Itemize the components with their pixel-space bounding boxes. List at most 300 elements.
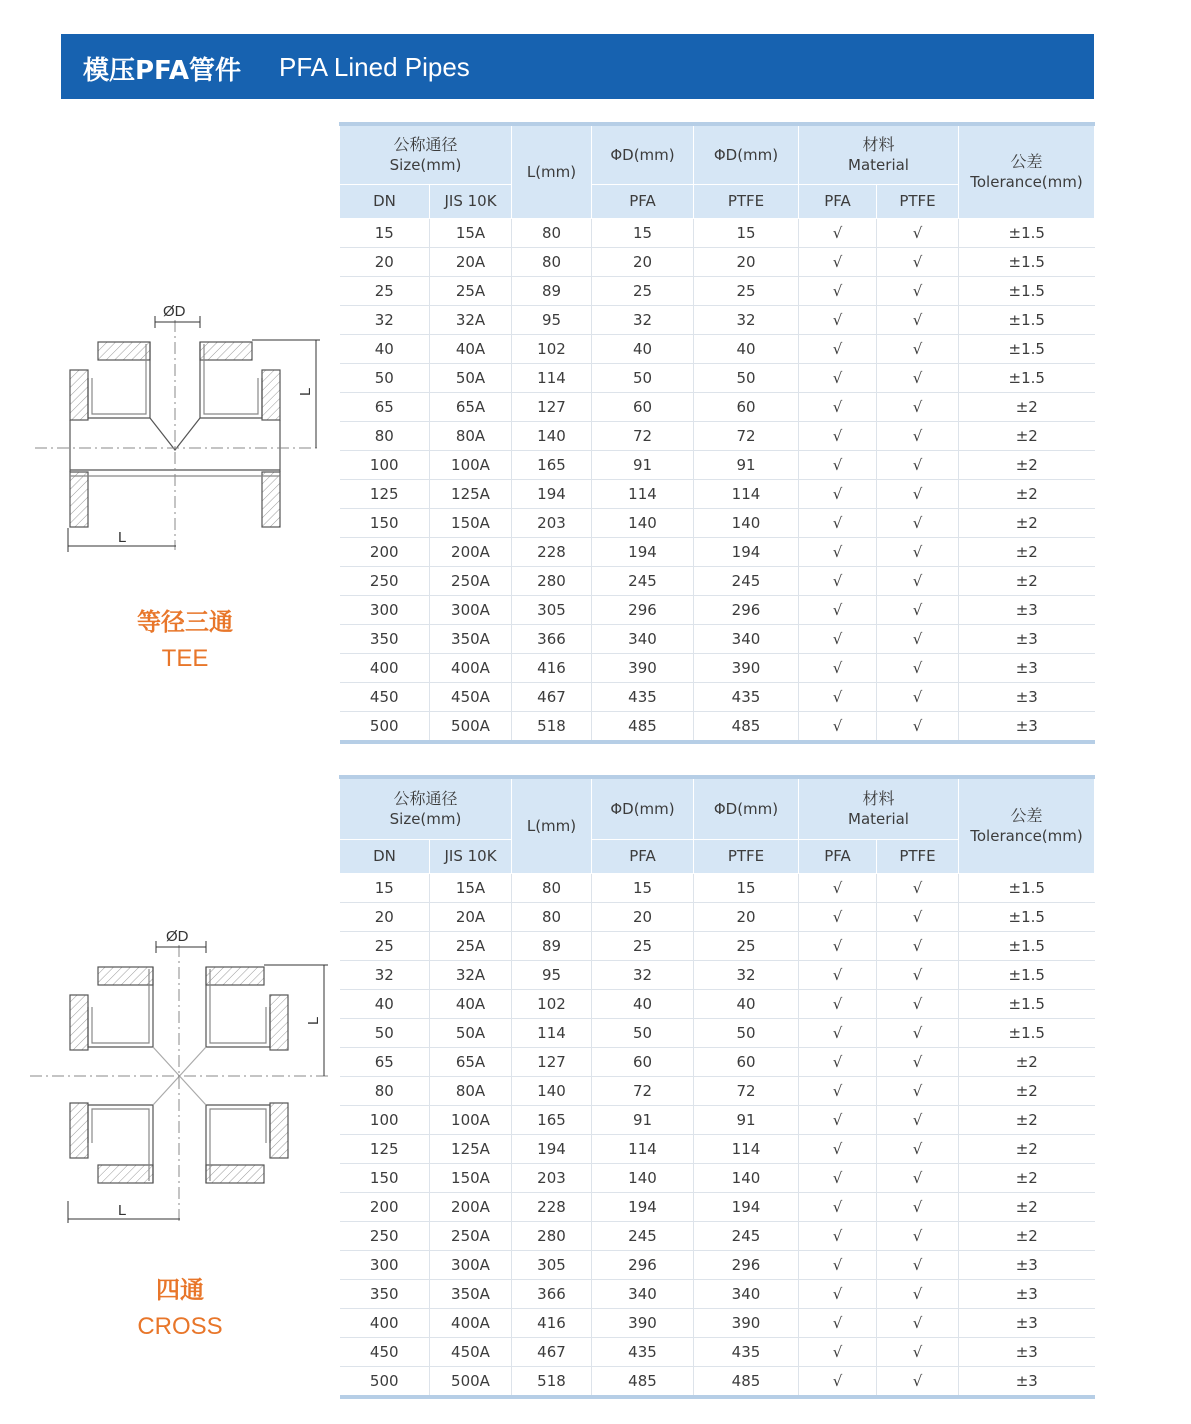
d-ptfe-cell: 296: [694, 1250, 799, 1279]
mat-ptfe-cell: √: [877, 1047, 959, 1076]
l-cell: 194: [512, 1134, 592, 1163]
jis-cell: 80A: [430, 1076, 512, 1105]
table-row: [340, 1134, 1095, 1163]
d-ptfe-cell: 390: [694, 1308, 799, 1337]
mat-pfa-cell: √: [799, 989, 877, 1018]
jis-cell: 300A: [430, 1250, 512, 1279]
dn-cell: 150: [340, 508, 430, 537]
cross-spec-table: [339, 775, 1095, 1399]
tolerance-cell: ±2: [959, 392, 1095, 421]
d-pfa-cell: 25: [592, 931, 694, 960]
d-ptfe-cell: 60: [694, 1047, 799, 1076]
ptfe-subheader: PTFE: [694, 839, 799, 873]
tee-length-label-h: L: [118, 529, 127, 546]
d-pfa-cell: 32: [592, 960, 694, 989]
d-ptfe-cell: 50: [694, 1018, 799, 1047]
table-row: [340, 1221, 1095, 1250]
tolerance-cell: ±2: [959, 421, 1095, 450]
l-cell: 228: [512, 537, 592, 566]
d-pfa-cell: 72: [592, 421, 694, 450]
mat-pfa-cell: √: [799, 1192, 877, 1221]
l-cell: 89: [512, 931, 592, 960]
mat-pfa-cell: √: [799, 711, 877, 742]
d-ptfe-cell: 25: [694, 276, 799, 305]
mat-ptfe-cell: √: [877, 1337, 959, 1366]
table-row: [340, 711, 1095, 742]
tolerance-cell: ±1.5: [959, 873, 1095, 902]
tolerance-cell: ±2: [959, 1134, 1095, 1163]
d-pfa-cell: 60: [592, 392, 694, 421]
mat-pfa-cell: √: [799, 1308, 877, 1337]
jis-cell: 50A: [430, 1018, 512, 1047]
tolerance-cell: ±1.5: [959, 1018, 1095, 1047]
table-row: [340, 873, 1095, 902]
d-ptfe-cell: 390: [694, 653, 799, 682]
mat-ptfe-cell: √: [877, 1308, 959, 1337]
jis-cell: 20A: [430, 902, 512, 931]
d-pfa-cell: 15: [592, 873, 694, 902]
mat-pfa-cell: √: [799, 247, 877, 276]
dn-cell: 500: [340, 711, 430, 742]
pfa-subheader: PFA: [592, 184, 694, 218]
d-pfa-cell: 140: [592, 508, 694, 537]
jis-cell: 400A: [430, 1308, 512, 1337]
jis-cell: 32A: [430, 960, 512, 989]
l-cell: 102: [512, 989, 592, 1018]
l-cell: 280: [512, 566, 592, 595]
d-ptfe-cell: 245: [694, 566, 799, 595]
mat-pfa-cell: √: [799, 1221, 877, 1250]
jis-cell: 350A: [430, 1279, 512, 1308]
mat-pfa-subheader: PFA: [799, 184, 877, 218]
dn-cell: 250: [340, 566, 430, 595]
l-cell: 305: [512, 1250, 592, 1279]
table-row: [340, 363, 1095, 392]
material-header: 材料 Material: [799, 777, 959, 839]
tolerance-cell: ±1.5: [959, 276, 1095, 305]
d-pfa-cell: 245: [592, 566, 694, 595]
d-ptfe-cell: 72: [694, 421, 799, 450]
mat-pfa-cell: √: [799, 218, 877, 247]
mat-pfa-cell: √: [799, 421, 877, 450]
table-row: [340, 960, 1095, 989]
d-pfa-cell: 194: [592, 1192, 694, 1221]
dn-cell: 100: [340, 450, 430, 479]
d-pfa-cell: 91: [592, 450, 694, 479]
l-cell: 80: [512, 873, 592, 902]
l-cell: 416: [512, 653, 592, 682]
dn-cell: 350: [340, 624, 430, 653]
mat-pfa-cell: √: [799, 1105, 877, 1134]
mat-ptfe-cell: √: [877, 1105, 959, 1134]
mat-pfa-cell: √: [799, 537, 877, 566]
tolerance-cell: ±2: [959, 1163, 1095, 1192]
tolerance-cell: ±2: [959, 479, 1095, 508]
table-row: [340, 421, 1095, 450]
tolerance-cell: ±3: [959, 682, 1095, 711]
mat-pfa-cell: √: [799, 624, 877, 653]
l-cell: 416: [512, 1308, 592, 1337]
dn-cell: 50: [340, 1018, 430, 1047]
jis-cell: 25A: [430, 931, 512, 960]
d-ptfe-cell: 435: [694, 682, 799, 711]
mat-ptfe-cell: √: [877, 276, 959, 305]
d-ptfe-cell: 60: [694, 392, 799, 421]
mat-ptfe-cell: √: [877, 989, 959, 1018]
d-pfa-cell: 50: [592, 1018, 694, 1047]
tolerance-cell: ±3: [959, 1308, 1095, 1337]
table-row: [340, 1250, 1095, 1279]
d-ptfe-cell: 194: [694, 537, 799, 566]
l-cell: 95: [512, 960, 592, 989]
d-pfa-cell: 485: [592, 711, 694, 742]
l-cell: 518: [512, 1366, 592, 1397]
l-cell: 140: [512, 421, 592, 450]
tolerance-header: 公差 Tolerance(mm): [959, 124, 1095, 218]
d-pfa-cell: 390: [592, 653, 694, 682]
dn-cell: 500: [340, 1366, 430, 1397]
d-pfa-cell: 340: [592, 624, 694, 653]
tolerance-cell: ±3: [959, 1337, 1095, 1366]
d-ptfe-cell: 72: [694, 1076, 799, 1105]
dn-cell: 80: [340, 1076, 430, 1105]
table-row: [340, 595, 1095, 624]
table-row: [340, 247, 1095, 276]
d-ptfe-cell: 20: [694, 902, 799, 931]
jis-cell: 25A: [430, 276, 512, 305]
table-row: [340, 989, 1095, 1018]
mat-pfa-cell: √: [799, 960, 877, 989]
mat-pfa-cell: √: [799, 1076, 877, 1105]
mat-ptfe-cell: √: [877, 682, 959, 711]
d-ptfe-cell: 140: [694, 508, 799, 537]
tolerance-cell: ±2: [959, 1192, 1095, 1221]
page-title-zh: 模压PFA管件: [83, 56, 241, 86]
mat-pfa-cell: √: [799, 1163, 877, 1192]
d-ptfe-cell: 114: [694, 1134, 799, 1163]
dn-cell: 450: [340, 1337, 430, 1366]
mat-ptfe-cell: √: [877, 624, 959, 653]
dn-cell: 25: [340, 276, 430, 305]
page-title-en: PFA Lined Pipes: [279, 52, 470, 82]
l-cell: 194: [512, 479, 592, 508]
tee-caption: [105, 602, 265, 673]
jis-cell: 125A: [430, 1134, 512, 1163]
table-row: [340, 450, 1095, 479]
dn-cell: 300: [340, 1250, 430, 1279]
tolerance-cell: ±3: [959, 1366, 1095, 1397]
mat-ptfe-cell: √: [877, 960, 959, 989]
l-cell: 140: [512, 1076, 592, 1105]
d-pfa-cell: 32: [592, 305, 694, 334]
table-row: [340, 479, 1095, 508]
mat-pfa-cell: √: [799, 334, 877, 363]
mat-pfa-cell: √: [799, 1366, 877, 1397]
mat-ptfe-cell: √: [877, 1250, 959, 1279]
jis-header: JIS 10K: [430, 184, 512, 218]
l-cell: 102: [512, 334, 592, 363]
d-ptfe-header: ΦD(mm): [694, 124, 799, 184]
d-pfa-cell: 25: [592, 276, 694, 305]
table-row: [340, 537, 1095, 566]
cross-length-label-h: L: [118, 1202, 127, 1219]
tolerance-cell: ±2: [959, 566, 1095, 595]
mat-pfa-cell: √: [799, 566, 877, 595]
jis-cell: 150A: [430, 1163, 512, 1192]
tolerance-cell: ±3: [959, 1279, 1095, 1308]
material-header: 材料 Material: [799, 124, 959, 184]
table-row: [340, 1047, 1095, 1076]
mat-ptfe-cell: √: [877, 1163, 959, 1192]
tolerance-cell: ±3: [959, 711, 1095, 742]
tolerance-cell: ±3: [959, 624, 1095, 653]
tee-length-label-v: L: [297, 387, 314, 396]
jis-cell: 350A: [430, 624, 512, 653]
l-cell: 127: [512, 392, 592, 421]
mat-pfa-cell: √: [799, 595, 877, 624]
dn-cell: 250: [340, 1221, 430, 1250]
l-cell: 305: [512, 595, 592, 624]
mat-ptfe-cell: √: [877, 305, 959, 334]
mat-ptfe-subheader: PTFE: [877, 839, 959, 873]
mat-ptfe-cell: √: [877, 450, 959, 479]
mat-pfa-cell: √: [799, 1250, 877, 1279]
tolerance-cell: ±1.5: [959, 305, 1095, 334]
mat-ptfe-cell: √: [877, 595, 959, 624]
l-cell: 203: [512, 1163, 592, 1192]
mat-pfa-cell: √: [799, 450, 877, 479]
jis-cell: 500A: [430, 711, 512, 742]
d-pfa-cell: 435: [592, 1337, 694, 1366]
l-header: L(mm): [512, 124, 592, 218]
jis-cell: 450A: [430, 682, 512, 711]
table-row: [340, 218, 1095, 247]
dn-cell: 20: [340, 247, 430, 276]
mat-pfa-cell: √: [799, 682, 877, 711]
jis-cell: 200A: [430, 1192, 512, 1221]
mat-pfa-cell: √: [799, 873, 877, 902]
tee-caption-zh: 等径三通: [137, 608, 233, 636]
cross-diameter-label: ØD: [166, 928, 189, 945]
dn-header: DN: [340, 184, 430, 218]
tolerance-cell: ±1.5: [959, 334, 1095, 363]
dn-header: DN: [340, 839, 430, 873]
d-ptfe-cell: 91: [694, 1105, 799, 1134]
dn-cell: 65: [340, 392, 430, 421]
mat-ptfe-cell: √: [877, 218, 959, 247]
d-ptfe-cell: 25: [694, 931, 799, 960]
table-row: [340, 931, 1095, 960]
jis-cell: 450A: [430, 1337, 512, 1366]
mat-ptfe-cell: √: [877, 1221, 959, 1250]
mat-pfa-cell: √: [799, 363, 877, 392]
d-pfa-cell: 390: [592, 1308, 694, 1337]
jis-cell: 200A: [430, 537, 512, 566]
d-ptfe-cell: 40: [694, 334, 799, 363]
l-cell: 467: [512, 682, 592, 711]
dn-cell: 80: [340, 421, 430, 450]
table-row: [340, 566, 1095, 595]
table-row: [340, 1105, 1095, 1134]
d-pfa-cell: 296: [592, 595, 694, 624]
d-pfa-cell: 114: [592, 1134, 694, 1163]
d-ptfe-cell: 50: [694, 363, 799, 392]
jis-cell: 400A: [430, 653, 512, 682]
d-pfa-cell: 40: [592, 334, 694, 363]
d-ptfe-cell: 91: [694, 450, 799, 479]
tolerance-cell: ±2: [959, 508, 1095, 537]
mat-pfa-cell: √: [799, 392, 877, 421]
tolerance-cell: ±1.5: [959, 902, 1095, 931]
d-pfa-cell: 194: [592, 537, 694, 566]
cross-caption-en: CROSS: [137, 1313, 223, 1340]
mat-pfa-cell: √: [799, 508, 877, 537]
l-cell: 467: [512, 1337, 592, 1366]
tolerance-header: 公差 Tolerance(mm): [959, 777, 1095, 873]
tee-diameter-label: ØD: [163, 303, 186, 320]
tolerance-cell: ±1.5: [959, 989, 1095, 1018]
table-row: [340, 682, 1095, 711]
jis-cell: 40A: [430, 334, 512, 363]
mat-pfa-subheader: PFA: [799, 839, 877, 873]
tolerance-cell: ±2: [959, 537, 1095, 566]
l-cell: 114: [512, 1018, 592, 1047]
jis-cell: 40A: [430, 989, 512, 1018]
jis-cell: 80A: [430, 421, 512, 450]
mat-ptfe-cell: √: [877, 1018, 959, 1047]
tee-drawing: [30, 300, 330, 560]
dn-cell: 50: [340, 363, 430, 392]
l-cell: 518: [512, 711, 592, 742]
mat-ptfe-cell: √: [877, 711, 959, 742]
d-ptfe-cell: 340: [694, 624, 799, 653]
mat-ptfe-cell: √: [877, 902, 959, 931]
dn-cell: 350: [340, 1279, 430, 1308]
mat-ptfe-cell: √: [877, 508, 959, 537]
mat-pfa-cell: √: [799, 1279, 877, 1308]
d-ptfe-cell: 140: [694, 1163, 799, 1192]
table-row: [340, 334, 1095, 363]
l-cell: 366: [512, 1279, 592, 1308]
tolerance-cell: ±2: [959, 1221, 1095, 1250]
table-row: [340, 1192, 1095, 1221]
l-header: L(mm): [512, 777, 592, 873]
tolerance-cell: ±2: [959, 1047, 1095, 1076]
mat-pfa-cell: √: [799, 276, 877, 305]
mat-pfa-cell: √: [799, 479, 877, 508]
d-pfa-cell: 20: [592, 247, 694, 276]
jis-cell: 100A: [430, 450, 512, 479]
mat-pfa-cell: √: [799, 1337, 877, 1366]
tolerance-cell: ±1.5: [959, 960, 1095, 989]
d-ptfe-cell: 32: [694, 305, 799, 334]
dn-cell: 400: [340, 653, 430, 682]
l-cell: 80: [512, 218, 592, 247]
jis-cell: 32A: [430, 305, 512, 334]
d-ptfe-cell: 435: [694, 1337, 799, 1366]
mat-ptfe-cell: √: [877, 247, 959, 276]
l-cell: 280: [512, 1221, 592, 1250]
mat-pfa-cell: √: [799, 902, 877, 931]
mat-ptfe-cell: √: [877, 1076, 959, 1105]
size-header: 公称通径 Size(mm): [340, 124, 512, 184]
jis-cell: 20A: [430, 247, 512, 276]
d-ptfe-cell: 296: [694, 595, 799, 624]
dn-cell: 40: [340, 334, 430, 363]
jis-cell: 50A: [430, 363, 512, 392]
d-ptfe-cell: 114: [694, 479, 799, 508]
jis-cell: 500A: [430, 1366, 512, 1397]
mat-pfa-cell: √: [799, 653, 877, 682]
d-ptfe-cell: 15: [694, 873, 799, 902]
size-header: 公称通径 Size(mm): [340, 777, 512, 839]
d-ptfe-header: ΦD(mm): [694, 777, 799, 839]
mat-ptfe-cell: √: [877, 479, 959, 508]
dn-cell: 200: [340, 537, 430, 566]
l-cell: 165: [512, 450, 592, 479]
d-pfa-cell: 114: [592, 479, 694, 508]
table-row: [340, 1018, 1095, 1047]
cross-length-label-v: L: [305, 1016, 322, 1025]
mat-pfa-cell: √: [799, 931, 877, 960]
title-banner: [61, 34, 1094, 99]
l-cell: 80: [512, 247, 592, 276]
d-pfa-cell: 72: [592, 1076, 694, 1105]
table-row: [340, 653, 1095, 682]
d-pfa-cell: 340: [592, 1279, 694, 1308]
table-row: [340, 1366, 1095, 1397]
l-cell: 366: [512, 624, 592, 653]
dn-cell: 200: [340, 1192, 430, 1221]
l-cell: 165: [512, 1105, 592, 1134]
dn-cell: 450: [340, 682, 430, 711]
jis-cell: 65A: [430, 392, 512, 421]
table-row: [340, 1337, 1095, 1366]
table-row: [340, 1163, 1095, 1192]
table-row: [340, 305, 1095, 334]
tolerance-cell: ±3: [959, 653, 1095, 682]
dn-cell: 150: [340, 1163, 430, 1192]
d-pfa-cell: 20: [592, 902, 694, 931]
d-ptfe-cell: 32: [694, 960, 799, 989]
d-ptfe-cell: 485: [694, 1366, 799, 1397]
mat-pfa-cell: √: [799, 1018, 877, 1047]
d-ptfe-cell: 194: [694, 1192, 799, 1221]
jis-cell: 100A: [430, 1105, 512, 1134]
table-row: [340, 508, 1095, 537]
mat-ptfe-subheader: PTFE: [877, 184, 959, 218]
jis-header: JIS 10K: [430, 839, 512, 873]
dn-cell: 65: [340, 1047, 430, 1076]
l-cell: 203: [512, 508, 592, 537]
table-row: [340, 1308, 1095, 1337]
mat-pfa-cell: √: [799, 1134, 877, 1163]
mat-ptfe-cell: √: [877, 566, 959, 595]
table-row: [340, 1076, 1095, 1105]
tee-caption-en: TEE: [161, 645, 209, 672]
dn-cell: 300: [340, 595, 430, 624]
d-pfa-header: ΦD(mm): [592, 777, 694, 839]
dn-cell: 125: [340, 1134, 430, 1163]
mat-ptfe-cell: √: [877, 537, 959, 566]
mat-ptfe-cell: √: [877, 873, 959, 902]
tolerance-cell: ±1.5: [959, 247, 1095, 276]
mat-ptfe-cell: √: [877, 334, 959, 363]
tolerance-cell: ±2: [959, 450, 1095, 479]
l-cell: 95: [512, 305, 592, 334]
table-row: [340, 902, 1095, 931]
l-cell: 80: [512, 902, 592, 931]
